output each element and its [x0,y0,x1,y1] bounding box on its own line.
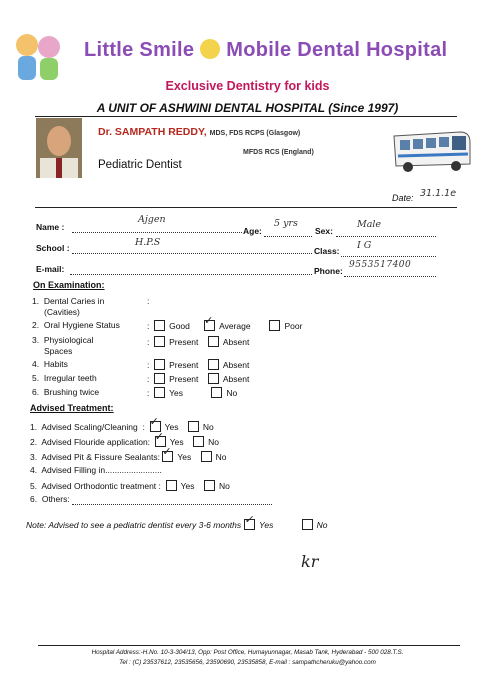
date-value: 31.1.1e [420,188,457,199]
footer-divider [38,645,460,646]
note-no-checkbox[interactable] [302,519,313,530]
age-value: 5 yrs [274,218,298,229]
treatment-scaling: 1. Advised Scaling/Cleaning : ✓ Yes No [30,416,214,432]
check-mark-icon: ✓ [154,431,164,443]
treatment-filling: 4. Advised Filling in........................ [30,465,162,475]
tagline: Exclusive Dentistry for kids [165,79,330,93]
sex-value: Male [357,219,382,230]
hospital-title [84,39,447,62]
brushing-yes-checkbox[interactable] [154,387,165,398]
doctor-degrees-2: MFDS RCS (England) [243,149,314,156]
brushing-no-checkbox[interactable] [211,387,222,398]
doctor-degrees: MDS, FDS RCPS (Glasgow) [209,130,301,137]
title-part2: Mobile Dental Hospital [226,39,448,61]
colon: : [147,296,150,306]
footer-contact: Tel : (C) 23537612, 23535656, 23590690, 23535858, E-mail : sampathcheruku@yahoo.com [119,659,376,666]
name-label: Name : [36,222,65,232]
treatment-ortho: 5. Advised Orthodontic treatment : Yes No [30,481,230,491]
sealants-yes-checkbox[interactable] [162,446,173,462]
irregular-absent-checkbox[interactable] [208,373,219,384]
examination-heading: On Examination: [33,280,105,290]
name-value: Ajgen [138,214,166,225]
treatment-heading: Advised Treatment: [30,403,114,413]
check-mark-icon: ✓ [162,446,172,458]
spaces-absent-checkbox[interactable] [208,336,219,347]
phone-label: Phone: [314,266,343,276]
signature: kr [301,552,319,571]
hygiene-poor-checkbox[interactable] [269,320,280,331]
check-mark-icon: ✓ [204,315,214,327]
class-field [341,246,436,257]
treatment-others: 6. Others: [30,494,70,504]
note-line: Note: Advised to see a pediatric dentist every 3-6 months ✓ Yes No [26,514,328,530]
school-field [72,243,312,254]
brushing-options: : Yes No [147,388,238,398]
irregular-options: : Present Absent [147,374,250,384]
email-field [70,264,312,275]
unit-line: A UNIT OF ASHWINI DENTAL HOSPITAL (Since 1997) [96,101,399,115]
irregular-present-checkbox[interactable] [154,373,165,384]
exam-item-habits: 4. Habits [32,359,68,369]
fluoride-no-checkbox[interactable] [193,436,204,447]
sealants-no-checkbox[interactable] [201,451,212,462]
email-label: E-mail: [36,264,65,274]
date-label: Date: [392,193,414,203]
habits-options: : Present Absent [147,360,250,370]
habits-absent-checkbox[interactable] [208,359,219,370]
exam-item-hygiene: 2. Oral Hygiene Status [32,320,120,330]
sex-field [336,226,436,237]
ortho-yes-checkbox[interactable] [166,480,177,491]
check-mark-icon: ✓ [244,514,254,526]
class-value: I G [357,240,372,251]
treatment-sealants: 3. Advised Pit & Fissure Sealants: ✓ Yes No [30,446,227,462]
phone-value: 9553517400 [349,260,412,270]
class-label: Class: [314,246,340,256]
others-field [72,494,272,505]
title-part1: Little Smile [84,39,195,61]
sex-label: Sex: [315,226,333,236]
check-mark-icon: ✓ [149,416,159,428]
footer-address: Hospital Address:-H.No. 10-3-304/13, Opp: Post Office, Humayunnagar, Masab Tank, Hyderabad - 500 028.T.S. [91,649,404,656]
exam-item-caries-sub: (Cavities) [44,307,80,317]
age-label: Age: [243,226,262,236]
hygiene-options: : Good ✓ Average Poor [147,315,303,331]
mobile-bus-icon [390,122,474,176]
treatment-fluoride: 2. Advised Flouride application: ✓ Yes No [30,431,219,447]
hygiene-good-checkbox[interactable] [154,320,165,331]
habits-present-checkbox[interactable] [154,359,165,370]
school-value: H.P.S [135,237,161,248]
spaces-present-checkbox[interactable] [154,336,165,347]
doctor-role: Pediatric Dentist [98,159,182,171]
scaling-no-checkbox[interactable] [188,421,199,432]
exam-item-brushing: 6. Brushing twice [32,387,100,397]
spaces-options: : Present Absent [147,337,250,347]
section-divider [35,207,457,208]
header-divider [35,116,457,117]
hygiene-average-checkbox[interactable] [204,315,215,331]
exam-item-irregular: 5. Irregular teeth [32,373,97,383]
exam-item-spaces: 3. Physiological [32,335,94,345]
exam-item-caries: 1. Dental Caries in [32,296,105,306]
ortho-no-checkbox[interactable] [204,480,215,491]
exam-item-spaces-sub: Spaces [44,346,73,356]
tooth-icon [200,39,220,59]
doctor-name: Dr. SAMPATH REDDY, MDS, FDS RCPS (Glasgow) [98,126,301,138]
note-yes-checkbox[interactable] [244,514,255,530]
doctor-photo [36,118,82,178]
school-label: School : [36,243,70,253]
kids-logo [12,30,70,82]
